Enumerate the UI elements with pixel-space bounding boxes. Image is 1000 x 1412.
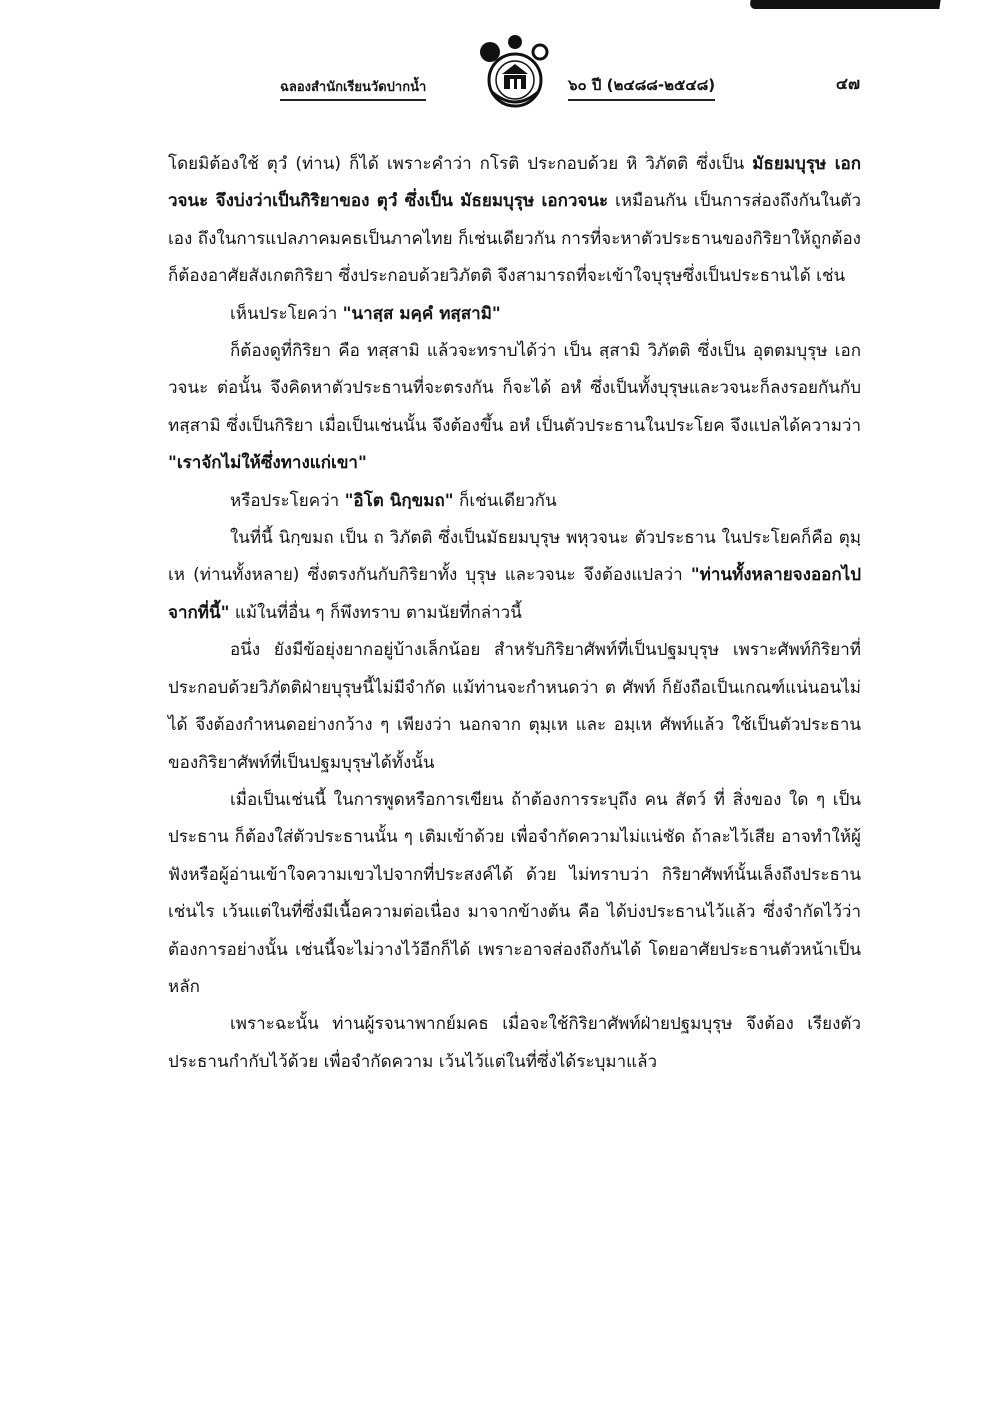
text-segment: เมื่อเป็นเช่นนี้ ในการพูดหรือการเขียน ถ้าต้องการระบุถึง คน สัตว์ ที่ สิ่งของ ใด ๆ เป็นประธาน ก็ต้องใส่ตัวประธานนั้น ๆ เติมเข้าด้วย เพื่อจำกัดความไม่แน่ชัด ถ้าละไว้เสีย อาจทำให้ผู้ฟังหรือผู้อ่านเข้าใจความเขวไปจากที่ประสงค์ได้ ด้วย ไม่ทราบว่า กิริยาศัพท์นั้นเล็งถึงประธานเช่นไร เว้นแต่ในที่ซึ่งมีเนื้อความต่อเนื่อง มาจากข้างต้น คือ ได้บ่งประธานไว้แล้ว ซึ่งจำกัดไว้ว่าต้องการอย่างนั้น เช่นนี้จะไม่วางไว้อีกก็ได้ เพราะอาจส่องถึงกันได้ โดยอาศัยประธานตัวหน้าเป็นหลัก	[168, 789, 861, 997]
text-segment: อนึ่ง ยังมีข้อยุ่งยากอยู่บ้างเล็กน้อย สำหรับกิริยาศัพท์ที่เป็นปฐมบุรุษ เพราะศัพท์กิริยาที่ประกอบด้วยวิภัตติฝ่ายบุรุษนี้ไม่มีจำกัด แม้ท่านจะกำหนดว่า ต ศัพท์ ก็ยังถือเป็นเกณฑ์แน่นอนไม่ได้ จึงต้องกำหนดอย่างกว้าง ๆ เพียงว่า นอกจาก ตุมฺเห และ อมฺเห ศัพท์แล้ว ใช้เป็นตัวประธานของกิริยาศัพท์ที่เป็นปฐมบุรุษได้ทั้งนั้น	[168, 640, 861, 773]
paragraph	[168, 1006, 861, 1081]
bold-text-segment: "เราจักไม่ให้ซึ่งทางแก่เขา"	[168, 453, 367, 474]
text-segment: เหมือนกัน เป็นการส่องถึงกันในตัวเอง ถึงในการแปลภาคมคธเป็นภาคไทย ก็เช่นเดียวกัน การที่จะหาตัวประธานของกิริยาให้ถูกต้อง ก็ต้องอาศัยสังเกตกิริยา ซึ่งประกอบด้วยวิภัตติ จึงสามารถที่จะเข้าใจบุรุษซึ่งเป็นประธานได้ เช่น	[168, 191, 861, 287]
text-segment: โดยมิต้องใช้ ตุวํ (ท่าน) ก็ได้ เพราะคำว่า กโรติ ประกอบด้วย หิ วิภัตติ ซึ่งเป็น	[168, 154, 753, 174]
temple-emblem-icon	[470, 28, 560, 114]
paragraph	[168, 296, 861, 333]
paragraph	[168, 632, 861, 782]
body-text	[168, 146, 861, 1081]
scan-corner-mark	[749, 0, 940, 9]
running-title-right: ๖๐ ปี (๒๔๘๘-๒๕๔๘)	[568, 73, 715, 101]
paragraph	[168, 146, 861, 296]
text-segment: หรือประโยคว่า	[230, 490, 345, 511]
paragraph	[168, 483, 861, 520]
text-segment: ก็ต้องดูที่กิริยา คือ ทสฺสามิ แล้วจะทราบได้ว่า เป็น สฺสามิ วิภัตติ ซึ่งเป็น อุตตมบุรุษ เอกวจนะ ต่อนั้น จึงคิดหาตัวประธานที่จะตรงกัน ก็จะได้ อหํ ซึ่งเป็นทั้งบุรุษและวจนะก็ลงรอยกันกับ ทสฺสามิ ซึ่งเป็นกิริยา เมื่อเป็นเช่นนั้น จึงต้องขึ้น อหํ เป็นตัวประธานในประโยค จึงแปลได้ความว่า	[168, 341, 861, 436]
page-header	[280, 28, 860, 108]
running-title-left: ฉลองสำนักเรียนวัดปากน้ำ	[280, 76, 426, 101]
text-segment: ก็เช่นเดียวกัน	[453, 490, 557, 511]
text-segment: เพราะฉะนั้น ท่านผู้รจนาพากย์มคธ เมื่อจะใช้กิริยาศัพท์ฝ่ายปฐมบุรุษ จึงต้อง เรียงตัวประธานกำกับไว้ด้วย เพื่อจำกัดความ เว้นไว้แต่ในที่ซึ่งได้ระบุมาแล้ว	[168, 1014, 861, 1072]
paragraph	[168, 520, 861, 632]
text-segment: เห็นประโยคว่า	[230, 303, 343, 324]
text-segment: แม้ในที่อื่น ๆ ก็พึงทราบ ตามนัยที่กล่าวนี้	[229, 602, 522, 623]
bold-text-segment: "ท่านทั้งหลายจงออกไปจากที่นี้"	[168, 565, 861, 623]
paragraph	[168, 333, 861, 483]
text-segment: ในที่นี้ นิกฺขมถ เป็น ถ วิภัตติ ซึ่งเป็นมัธยมบุรุษ พหุวจนะ ตัวประธาน ในประโยคก็คือ ตุมฺเห (ท่านทั้งหลาย) ซึ่งตรงกันกับกิริยาทั้ง บุรุษ และวจนะ จึงต้องแปลว่า	[168, 528, 861, 586]
paragraph	[168, 782, 861, 1006]
bold-text-segment: มัธยมบุรุษ เอกวจนะ จึงบ่งว่าเป็นกิริยาของ ตุวํ ซึ่งเป็น มัธยมบุรุษ เอกวจนะ	[168, 154, 862, 212]
page-number: ๔๗	[835, 74, 860, 93]
bold-text-segment: "นาสฺส มคฺคํ ทสฺสามิ"	[342, 303, 501, 324]
bold-text-segment: "อิโต นิกฺขมถ"	[344, 490, 454, 511]
